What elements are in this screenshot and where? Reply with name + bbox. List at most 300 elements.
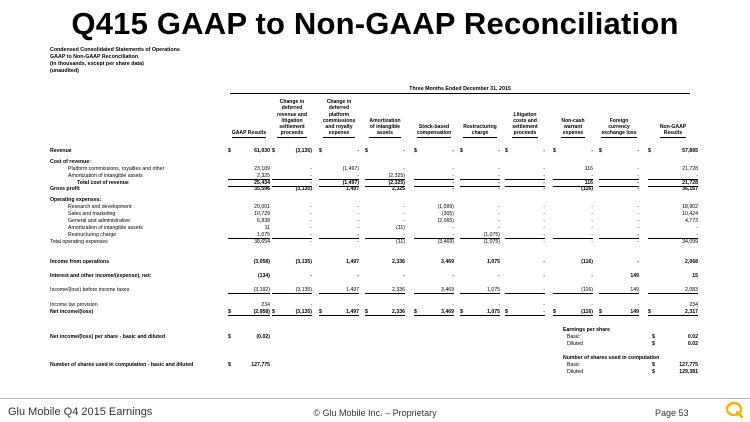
cell-value: - (637, 186, 639, 192)
table-row (50, 302, 700, 309)
slide-title: Q415 GAAP to Non-GAAP Reconciliation (71, 6, 679, 41)
table-row (50, 225, 700, 232)
cell-value: (3,192) (253, 287, 270, 293)
cell-value: - (403, 218, 405, 224)
column-header (270, 96, 314, 138)
table-cell (505, 186, 545, 193)
dollar-sign: $ (505, 148, 508, 154)
eps-basic-value: 0.02 (687, 334, 698, 340)
cell-value: 234 (689, 302, 698, 308)
table-cell (228, 239, 270, 246)
cell-value: - (498, 148, 500, 154)
table-cell (505, 302, 545, 309)
table-cell (272, 173, 312, 180)
cell-value: (11) (396, 225, 405, 231)
cell-value: - (452, 302, 454, 308)
table-cell (365, 211, 405, 218)
column-header-line: Change in (326, 99, 352, 106)
cell-value: - (591, 148, 593, 154)
table-cell (365, 204, 405, 211)
table-cell (648, 211, 698, 218)
cell-value: - (543, 287, 545, 293)
cell-value: (3,135) (295, 287, 312, 293)
column-header-line: expense (328, 130, 350, 137)
column-header-line: proceeds (280, 130, 304, 137)
cell-value: 2,336 (392, 287, 405, 293)
cell-value: - (543, 148, 545, 154)
cell-value: (1,497) (342, 166, 359, 172)
cell-value: (1,075) (483, 232, 500, 238)
dollar-sign: $ (460, 148, 463, 154)
cell-value: - (357, 204, 359, 210)
cell-value: 116 (584, 166, 593, 172)
table-cell (414, 211, 454, 218)
cell-value: - (452, 225, 454, 231)
table-cell (599, 309, 639, 316)
dollar-sign: $ (648, 309, 651, 315)
cell-value: 1,497 (346, 309, 359, 315)
cell-value: (3,135) (295, 309, 312, 315)
cell-value: - (637, 239, 639, 245)
footer-center: © Glu Mobile Inc. – Proprietary (313, 408, 437, 418)
table-cell (272, 259, 312, 266)
table-cell (365, 239, 405, 246)
cell-value: 25,434 (254, 180, 270, 186)
table-cell (319, 218, 359, 225)
column-header-line: Foreign (609, 117, 629, 124)
table-cell (460, 211, 500, 218)
cell-value: 2,317 (685, 309, 698, 315)
cell-value: 1,497 (346, 287, 359, 293)
cell-value: - (637, 211, 639, 217)
cell-value: (0.02) (256, 334, 270, 340)
column-header-line: charge (471, 130, 489, 137)
cell-value: (3,058) (253, 259, 270, 265)
table-cell (599, 166, 639, 173)
table-cell (460, 302, 500, 309)
table-cell (553, 232, 593, 239)
table-cell (414, 173, 454, 180)
table-cell (599, 287, 639, 294)
cell-value: - (637, 232, 639, 238)
dollar-sign: $ (365, 309, 368, 315)
row-label: Interest and other income/(expense), net: (50, 273, 152, 279)
cell-value: - (310, 211, 312, 217)
column-header-line: revenue and (276, 111, 307, 118)
cell-value: - (498, 273, 500, 279)
table-cell (553, 273, 593, 280)
table-cell (553, 239, 593, 246)
table-cell (319, 225, 359, 232)
cell-value: - (543, 166, 545, 172)
table-cell (460, 232, 500, 239)
row-label: Income tax provision (50, 302, 98, 308)
cell-value: - (637, 148, 639, 154)
table-cell (460, 218, 500, 225)
table-cell (414, 287, 454, 294)
table-cell (460, 225, 500, 232)
dollar-sign: $ (648, 148, 651, 154)
cell-value: - (403, 273, 405, 279)
table-cell (553, 302, 593, 309)
dollar-sign: $ (652, 369, 655, 375)
table-cell (319, 173, 359, 180)
cell-value: 149 (630, 273, 639, 279)
table-cell (553, 166, 593, 173)
table-cell (365, 287, 405, 294)
cell-value: - (591, 273, 593, 279)
table-row (50, 273, 700, 280)
table-cell (553, 309, 593, 316)
dollar-sign: $ (652, 362, 655, 368)
table-cell (228, 218, 270, 225)
cell-value: (2,325) (388, 173, 405, 179)
cell-value: - (310, 273, 312, 279)
cell-value: 21,728 (682, 180, 698, 186)
footer-left: Glu Mobile Q4 2015 Earnings (8, 406, 153, 418)
cell-value: - (543, 186, 545, 192)
table-cell (228, 309, 270, 316)
cell-value: - (543, 273, 545, 279)
table-cell (648, 273, 698, 280)
table-cell (505, 309, 545, 316)
table-cell (414, 302, 454, 309)
cell-value: 149 (630, 309, 639, 315)
table-cell (228, 204, 270, 211)
table-cell (648, 259, 698, 266)
table-cell (319, 232, 359, 239)
column-header (363, 96, 407, 138)
table-cell (599, 218, 639, 225)
table-cell (648, 186, 698, 193)
table-cell (505, 173, 545, 180)
cell-value: 34,099 (682, 239, 698, 245)
column-header-line: of intangible (369, 124, 401, 131)
table-cell (460, 239, 500, 246)
column-header-line: settlement (279, 124, 305, 131)
cell-value: - (357, 232, 359, 238)
cell-value: 234 (261, 302, 270, 308)
eps-title: Earnings per share (563, 327, 610, 333)
cell-value: - (403, 232, 405, 238)
cell-value: 1,497 (346, 186, 359, 192)
cell-value: - (357, 225, 359, 231)
cell-value: - (357, 148, 359, 154)
table-cell (648, 204, 698, 211)
cell-value: - (310, 218, 312, 224)
table-cell (599, 173, 639, 180)
cell-value: 61,030 (254, 148, 270, 154)
cell-value: - (543, 259, 545, 265)
cell-value: - (357, 173, 359, 179)
cell-value: - (591, 225, 593, 231)
shares-title: Number of shares used in computation (563, 355, 660, 361)
column-header-line: Non-GAAP (659, 124, 687, 131)
cell-value: 35,596 (254, 186, 270, 192)
cell-value: (2,958) (253, 309, 270, 315)
column-header-line: GAAP Results (231, 130, 267, 137)
table-cell (460, 186, 500, 193)
cell-value: 2,068 (685, 259, 698, 265)
table-cell (460, 173, 500, 180)
cell-value: 127,775 (251, 362, 270, 368)
table-cell (272, 211, 312, 218)
table-cell (272, 302, 312, 309)
cell-value: 38,654 (254, 239, 270, 245)
column-header-line: commissions (322, 117, 356, 124)
table-row (50, 197, 700, 204)
cell-value: - (543, 204, 545, 210)
eps-diluted-value: 0.02 (687, 341, 698, 347)
table-cell (505, 148, 545, 155)
cell-value: 2,083 (685, 287, 698, 293)
table-cell (365, 173, 405, 180)
table-cell (365, 148, 405, 155)
cell-value: - (498, 204, 500, 210)
table-cell (228, 166, 270, 173)
row-label: Amortization of intangible assets (68, 225, 143, 231)
cell-value: 2,336 (392, 259, 405, 265)
cell-value: - (591, 211, 593, 217)
table-cell (272, 287, 312, 294)
table-cell (553, 218, 593, 225)
table-cell (599, 232, 639, 239)
table-cell (599, 239, 639, 246)
table-cell (228, 259, 270, 266)
cell-value: (2,065) (437, 218, 454, 224)
cell-value: - (403, 148, 405, 154)
row-label: Platform commissions, royalties and other (68, 166, 165, 172)
statement-header (50, 47, 180, 75)
table-cell (414, 148, 454, 155)
row-label: Restructuring charge (68, 232, 117, 238)
table-cell (365, 259, 405, 266)
column-header-line: platform (328, 111, 350, 118)
table-cell (505, 225, 545, 232)
cell-value: - (696, 232, 698, 238)
cell-value: - (591, 204, 593, 210)
cell-value: (1,099) (437, 204, 454, 210)
table-row (50, 211, 700, 218)
cell-value: 149 (630, 287, 639, 293)
row-label: General and administrative (68, 218, 130, 224)
table-cell (365, 273, 405, 280)
table-cell (599, 204, 639, 211)
row-label: Research and development (68, 204, 132, 210)
table-row (50, 232, 700, 239)
table-cell (460, 259, 500, 266)
cell-value: (116) (581, 186, 593, 192)
table-row (50, 287, 700, 294)
table-cell (365, 186, 405, 193)
table-cell (272, 239, 312, 246)
cell-value: - (591, 232, 593, 238)
cell-value: - (498, 211, 500, 217)
table-cell (505, 259, 545, 266)
table-cell (648, 166, 698, 173)
cell-value: (116) (581, 309, 593, 315)
column-header (412, 96, 456, 138)
cell-value: - (637, 166, 639, 172)
cell-value: 2,325 (257, 173, 270, 179)
cell-value: - (498, 173, 500, 179)
statement-header-line: Condensed Consolidated Statements of Operations (50, 47, 180, 53)
column-header-line: settlement (512, 124, 538, 131)
dollar-sign: $ (553, 309, 556, 315)
cell-value: - (543, 225, 545, 231)
table-cell (460, 166, 500, 173)
cell-value: - (637, 204, 639, 210)
column-header (597, 96, 641, 138)
dollar-sign: $ (228, 362, 231, 368)
cell-value: - (310, 232, 312, 238)
cell-value: - (452, 148, 454, 154)
eps-diluted-label: Diluted (567, 341, 584, 347)
table-cell (648, 225, 698, 232)
table-cell (648, 287, 698, 294)
table-cell (228, 273, 270, 280)
column-header (503, 96, 547, 138)
cell-value: (116) (581, 287, 593, 293)
column-header (551, 96, 595, 138)
row-label: Net income/(loss) (50, 309, 94, 315)
table-cell (414, 218, 454, 225)
table-cell (319, 166, 359, 173)
cell-value: - (543, 218, 545, 224)
cell-value: 1,075 (487, 309, 500, 315)
table-cell (599, 302, 639, 309)
column-header-line: currency (608, 124, 630, 131)
cell-value: 20,001 (254, 204, 270, 210)
cell-value: 23,109 (254, 166, 270, 172)
row-label: Number of shares used in computation - basic and diluted (50, 362, 194, 368)
cell-value: - (696, 225, 698, 231)
table-cell (648, 309, 698, 316)
column-header-line: exchange loss (601, 130, 637, 137)
dollar-sign: $ (365, 148, 368, 154)
cell-value: - (591, 302, 593, 308)
table-cell (414, 273, 454, 280)
cell-value: - (310, 180, 312, 186)
row-label: Total cost of revenue (77, 180, 129, 186)
table-cell (228, 302, 270, 309)
dollar-sign: $ (599, 148, 602, 154)
table-cell (319, 186, 359, 193)
row-label: Gross profit (50, 186, 80, 192)
cell-value: - (543, 173, 545, 179)
table-cell (414, 259, 454, 266)
cell-value: (134) (257, 273, 270, 279)
column-header-line: warrant (563, 124, 583, 131)
column-header (317, 96, 361, 138)
row-label: Revenue (50, 148, 72, 154)
dollar-sign: $ (553, 148, 556, 154)
cell-value: 21,728 (682, 166, 698, 172)
table-row (50, 159, 700, 166)
table-cell (505, 273, 545, 280)
table-cell (272, 309, 312, 316)
cell-value: - (637, 173, 639, 179)
cell-value: (305) (441, 211, 454, 217)
column-header (226, 96, 272, 138)
table-cell (505, 239, 545, 246)
table-cell (599, 273, 639, 280)
table-cell (414, 232, 454, 239)
cell-value: (2,325) (388, 180, 405, 186)
row-label: Sales and marketing (68, 211, 116, 217)
table-row (50, 362, 700, 369)
table-row (50, 186, 700, 193)
shares-basic-value: 127,775 (679, 362, 698, 368)
cell-value: - (403, 211, 405, 217)
cell-value: (3,469) (437, 239, 454, 245)
cell-value: 1,497 (346, 259, 359, 265)
cell-value: - (452, 273, 454, 279)
table-cell (365, 225, 405, 232)
table-cell (228, 362, 270, 369)
cell-value: 10,424 (682, 211, 698, 217)
cell-value: - (498, 218, 500, 224)
column-header-line: and royalty (325, 124, 353, 131)
table-cell (272, 166, 312, 173)
table-cell (414, 309, 454, 316)
cell-value: - (637, 218, 639, 224)
table-cell (272, 232, 312, 239)
table-cell (414, 204, 454, 211)
footer-page: Page 53 (655, 408, 689, 418)
table-cell (272, 148, 312, 155)
table-cell (460, 287, 500, 294)
table-cell (319, 287, 359, 294)
table-cell (648, 232, 698, 239)
table-row (50, 173, 700, 180)
column-header-line: deferred (328, 105, 350, 112)
table-row (50, 204, 700, 211)
cell-value: - (357, 239, 359, 245)
table-cell (228, 211, 270, 218)
cell-value: (3,135) (295, 259, 312, 265)
table-cell (228, 148, 270, 155)
table-cell (505, 211, 545, 218)
row-label: Amortization of intangible assets (68, 173, 143, 179)
table-cell (365, 309, 405, 316)
cell-value: - (357, 218, 359, 224)
table-cell (648, 148, 698, 155)
table-cell (365, 232, 405, 239)
cell-value: - (498, 302, 500, 308)
table-cell (272, 225, 312, 232)
cell-value: (11) (396, 239, 405, 245)
table-cell (319, 239, 359, 246)
table-cell (505, 232, 545, 239)
table-row (50, 166, 700, 173)
cell-value: 2,336 (392, 309, 405, 315)
table-cell (228, 232, 270, 239)
column-header (458, 96, 502, 138)
table-cell (319, 302, 359, 309)
statement-header-line: (in thousands, except per share data) (50, 61, 144, 67)
cell-value: 57,895 (682, 148, 698, 154)
cell-value: - (357, 273, 359, 279)
dollar-sign: $ (414, 309, 417, 315)
table-cell (553, 259, 593, 266)
dollar-sign: $ (228, 309, 231, 315)
table-cell (228, 186, 270, 193)
table-cell (319, 259, 359, 266)
cell-value: - (452, 232, 454, 238)
cell-value: 1,075 (487, 287, 500, 293)
column-header (646, 96, 700, 138)
